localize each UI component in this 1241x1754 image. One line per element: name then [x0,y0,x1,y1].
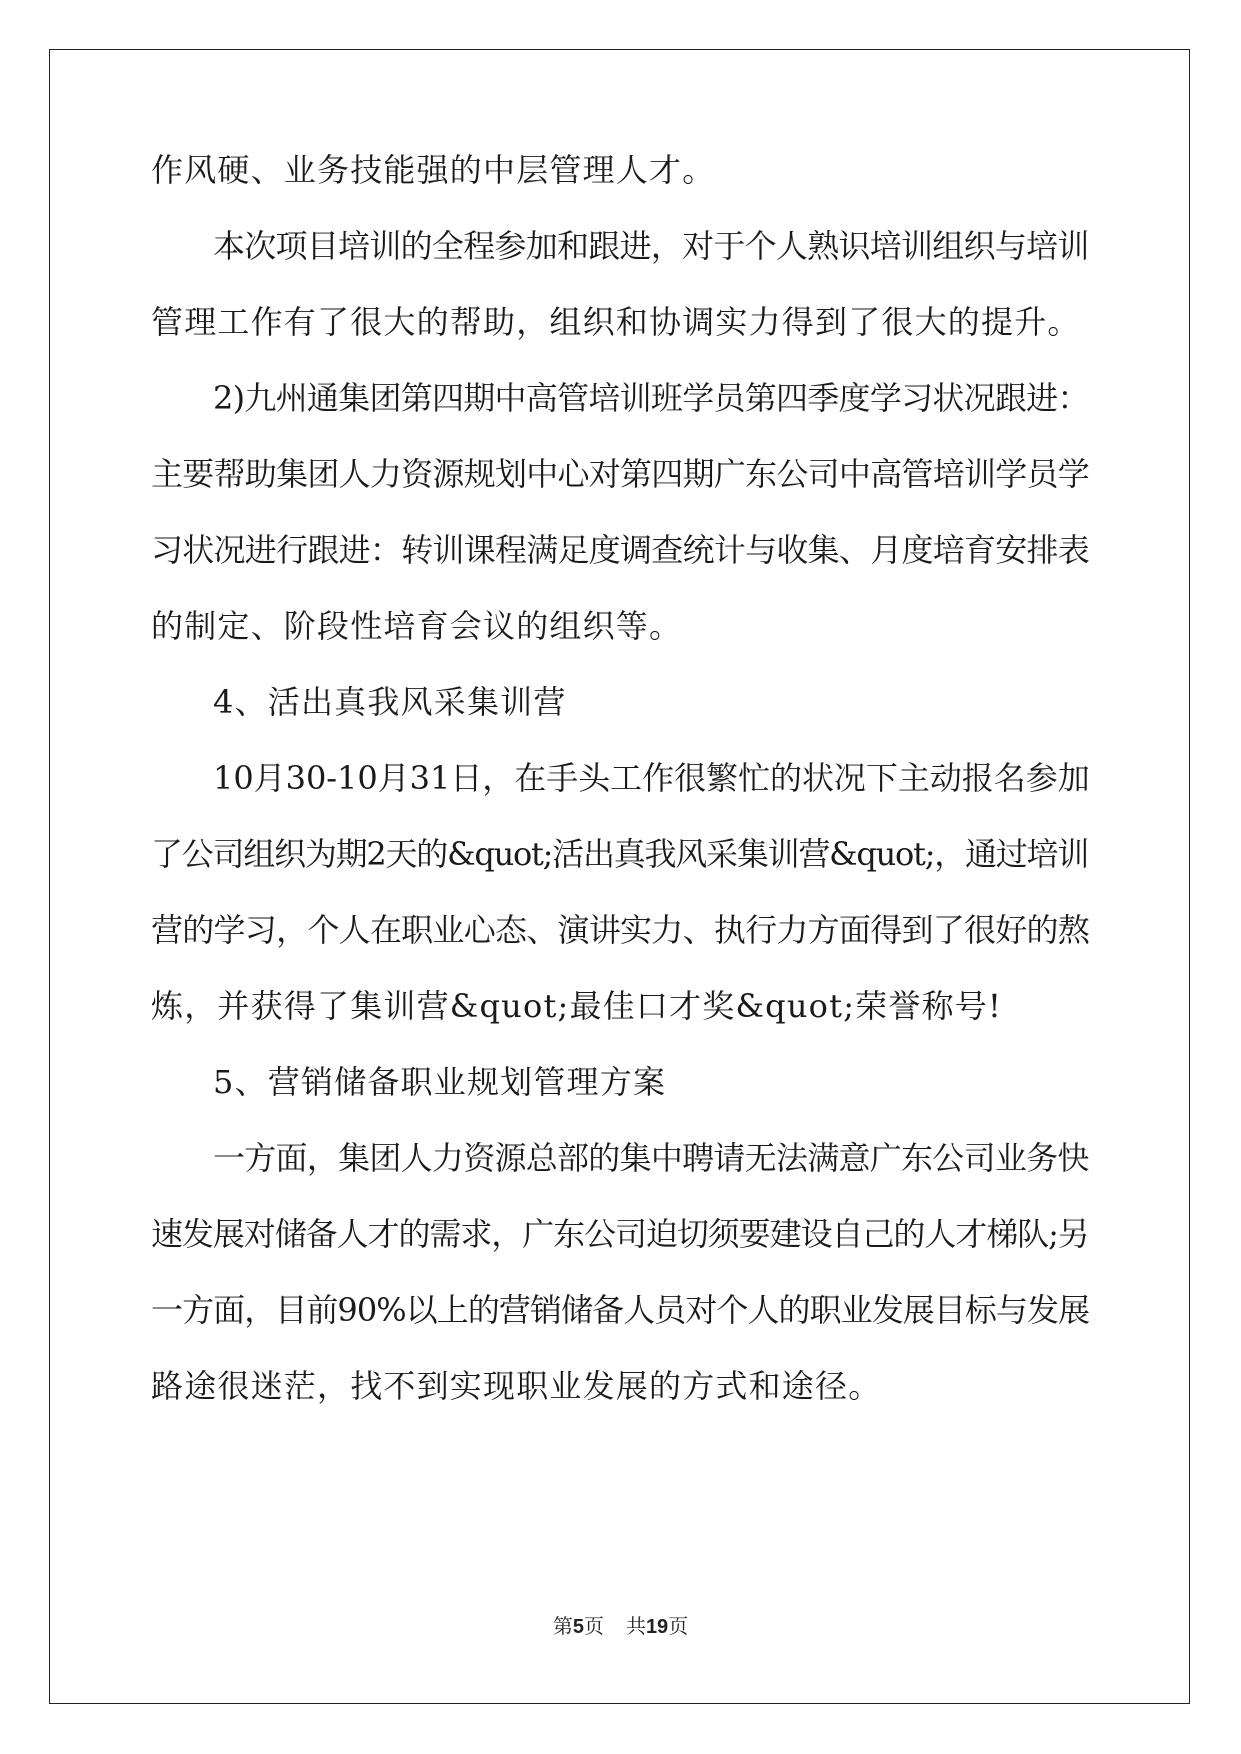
paragraph-line: 路途很迷茫，找不到实现职业发展的方式和途径。 [151,1367,882,1405]
footer-prefix: 第 [552,1614,573,1638]
paragraph-line: 10月30-10月31日，在手头工作很繁忙的状况下主动报名参加 [213,759,1090,797]
footer-page-label: 页 [583,1614,604,1638]
paragraph-line: 一方面，目前90%以上的营销储备人员对个人的职业发展目标与发展 [151,1291,1090,1329]
paragraph-line: 习状况进行跟进：转训课程满足度调查统计与收集、月度培育安排表 [151,531,1090,569]
total-page-number: 19 [645,1616,669,1638]
paragraph-line: 主要帮助集团人力资源规划中心对第四期广东公司中高管培训学员学 [151,455,1090,493]
section-heading: 5、营销储备职业规划管理方案 [213,1063,667,1101]
paragraph-line: 2)九州通集团第四期中高管培训班学员第四季度学习状况跟进： [213,379,1089,417]
paragraph-line: 本次项目培训的全程参加和跟进，对于个人熟识培训组织与培训 [213,227,1089,265]
current-page-number: 5 [572,1616,584,1638]
paragraph-line: 速发展对储备人才的需求，广东公司迫切须要建设自己的人才梯队;另 [151,1215,1089,1253]
footer-total-prefix: 共 [625,1614,646,1638]
paragraph-line: 营的学习，个人在职业心态、演讲实力、执行力方面得到了很好的熬 [151,911,1090,949]
paragraph-line: 炼，并获得了集训营&quot;最佳口才奖&quot;荣誉称号! [151,987,1003,1025]
page-border [49,49,1190,1704]
page-footer [0,1614,1241,1639]
paragraph-line: 了公司组织为期2天的&quot;活出真我风采集训营&quot;，通过培训 [151,835,1089,873]
section-heading: 4、活出真我风采集训营 [213,683,567,721]
paragraph-line: 的制定、阶段性培育会议的组织等。 [151,607,683,645]
footer-total-label: 页 [668,1614,689,1638]
paragraph-line: 一方面，集团人力资源总部的集中聘请无法满意广东公司业务快 [213,1139,1089,1177]
paragraph-line: 管理工作有了很大的帮助，组织和协调实力得到了很大的提升。 [151,303,1081,341]
paragraph-line: 作风硬、业务技能强的中层管理人才。 [151,151,716,189]
